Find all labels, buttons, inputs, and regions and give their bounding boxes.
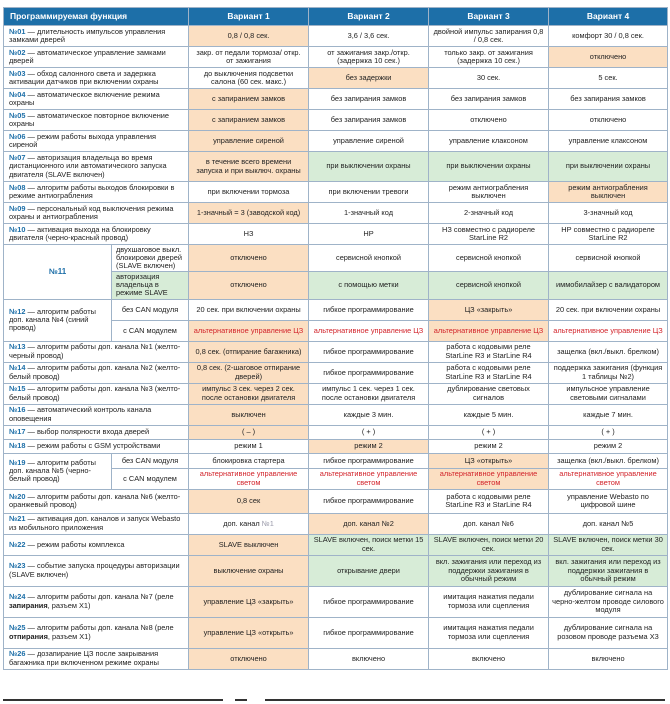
function-desc: — режим работы комплекса bbox=[25, 539, 125, 549]
function-cell bbox=[4, 299, 112, 341]
function-cell bbox=[4, 534, 189, 555]
function-cell bbox=[4, 453, 112, 489]
function-number: №06 bbox=[9, 131, 26, 141]
variant-1-cell: 0,8 сек bbox=[189, 489, 309, 513]
table-row bbox=[4, 453, 668, 468]
table-row bbox=[4, 489, 668, 513]
function-number: №03 bbox=[9, 68, 26, 78]
function-desc-tail: , разъем X1) bbox=[47, 631, 91, 641]
variant-3-cell: дублирование световых сигналов bbox=[429, 383, 549, 404]
variant-3-cell: режим антиограбления выключен bbox=[429, 182, 549, 203]
variant-1-cell: при включении тормоза bbox=[189, 182, 309, 203]
table-row bbox=[4, 68, 668, 89]
table-row bbox=[4, 648, 668, 669]
variant-4-cell: комфорт 30 / 0,8 сек. bbox=[549, 26, 668, 47]
table-row bbox=[4, 182, 668, 203]
table-row bbox=[4, 513, 668, 534]
variant-4-cell: отключено bbox=[549, 47, 668, 68]
variant-3-cell: ЦЗ «закрыть» bbox=[429, 299, 549, 320]
variant-1-channel: №1 bbox=[261, 518, 274, 528]
sub-option-cell: авторизация владельца в режиме SLAVE bbox=[112, 272, 189, 299]
variant-1-cell: отключено bbox=[189, 648, 309, 669]
function-desc: — событие запуска процедуры авторизации (SLAVE включен) bbox=[9, 561, 180, 579]
table-row bbox=[4, 439, 668, 453]
function-desc-bold: отпирания bbox=[9, 631, 48, 641]
variant-3-cell: управление клаксоном bbox=[429, 131, 549, 152]
function-desc: — выбор полярности входа дверей bbox=[25, 427, 150, 437]
variant-4-cell: 20 сек. при включении охраны bbox=[549, 299, 668, 320]
sub-option-cell: двухшаговое выкл. блокировки дверей (SLAVE включен) bbox=[112, 245, 189, 272]
variant-3-cell: ( + ) bbox=[429, 425, 549, 439]
table-row bbox=[4, 245, 668, 272]
variant-1-cell bbox=[189, 513, 309, 534]
table-row bbox=[4, 47, 668, 68]
variant-1-cell: ( – ) bbox=[189, 425, 309, 439]
variant-4-cell: альтернативное управление светом bbox=[549, 468, 668, 489]
variant-4-cell: режим антиограбления выключен bbox=[549, 182, 668, 203]
variant-1-cell: выключен bbox=[189, 404, 309, 425]
variant-2-cell: от зажигания закр./откр. (задержка 10 сек.) bbox=[309, 47, 429, 68]
variant-3-cell: включено bbox=[429, 648, 549, 669]
function-cell bbox=[4, 68, 189, 89]
function-desc: — автоматическое включение режима охраны bbox=[9, 89, 160, 107]
function-number: №14 bbox=[9, 363, 26, 373]
programmable-functions-table bbox=[3, 7, 668, 670]
variant-1-cell: 20 сек. при включении охраны bbox=[189, 299, 309, 320]
variant-1-cell: с запиранием замков bbox=[189, 89, 309, 110]
variant-2-cell: без запирания замков bbox=[309, 89, 429, 110]
function-desc: — алгоритм работы доп. канала №8 (реле bbox=[25, 623, 174, 633]
variant-3-cell: альтернативное управление светом bbox=[429, 468, 549, 489]
table-row bbox=[4, 362, 668, 383]
variant-4-cell: ( + ) bbox=[549, 425, 668, 439]
header-function: Программируемая функция bbox=[4, 8, 189, 26]
table-row bbox=[4, 89, 668, 110]
divider bbox=[3, 699, 223, 701]
function-desc: — обход салонного света и задержка активации датчиков при включении охраны bbox=[9, 68, 159, 86]
variant-1-cell: 0,8 сек. (2-шаговое отпирание дверей) bbox=[189, 362, 309, 383]
variant-3-cell: SLAVE включен, поиск метки 20 сек. bbox=[429, 534, 549, 555]
function-number: №08 bbox=[9, 182, 26, 192]
variant-2-cell: при выключении охраны bbox=[309, 152, 429, 182]
variant-3-cell: без запирания замков bbox=[429, 89, 549, 110]
variant-3-cell: отключено bbox=[429, 110, 549, 131]
variant-2-cell: импульс 1 сек. через 1 сек. после остановки двигателя bbox=[309, 383, 429, 404]
variant-2-cell: альтернативное управление светом bbox=[309, 468, 429, 489]
variant-2-cell: альтернативное управление ЦЗ bbox=[309, 320, 429, 341]
variant-3-cell: имитация нажатия педали тормоза или сцепления bbox=[429, 586, 549, 617]
variant-4-cell: каждые 7 мин. bbox=[549, 404, 668, 425]
function-number: №04 bbox=[9, 89, 26, 99]
function-desc: — алгоритм работы доп. канала №6 (желто-оранжевый провод) bbox=[9, 491, 181, 510]
function-cell bbox=[4, 47, 189, 68]
function-number: №16 bbox=[9, 405, 26, 415]
variant-1-cell: 1-значный = 3 (заводской код) bbox=[189, 203, 309, 224]
variant-3-cell: работа с кодовыми реле StarLine R3 и StarLine R4 bbox=[429, 341, 549, 362]
variant-4-cell: иммобилайзер с валидатором bbox=[549, 272, 668, 299]
function-cell bbox=[4, 489, 189, 513]
variant-4-cell: поддержка зажигания (функция 1 таблицы №2) bbox=[549, 362, 668, 383]
table-row bbox=[4, 425, 668, 439]
table-row bbox=[4, 586, 668, 617]
variant-4-cell: без запирания замков bbox=[549, 89, 668, 110]
function-desc: — алгоритм работы доп. канала №2 (желто-белый провод) bbox=[9, 363, 181, 381]
function-number: №19 bbox=[9, 457, 26, 467]
variant-1-cell: с запиранием замков bbox=[189, 110, 309, 131]
variant-1-cell: управление ЦЗ «закрыть» bbox=[189, 586, 309, 617]
variant-2-cell: режим 2 bbox=[309, 439, 429, 453]
function-number: №07 bbox=[9, 153, 26, 163]
table-row bbox=[4, 26, 668, 47]
variant-4-cell: дублирование сигнала на черно-желтом проводе силового модуля bbox=[549, 586, 668, 617]
variant-3-cell: альтернативное управление ЦЗ bbox=[429, 320, 549, 341]
function-cell bbox=[4, 513, 189, 534]
function-number: №15 bbox=[9, 384, 26, 394]
table-row bbox=[4, 224, 668, 245]
table-row bbox=[4, 341, 668, 362]
function-number: №25 bbox=[9, 623, 26, 633]
variant-3-cell: при выключении охраны bbox=[429, 152, 549, 182]
variant-3-cell: каждые 5 мин. bbox=[429, 404, 549, 425]
header-variant-4: Вариант 4 bbox=[549, 8, 668, 26]
function-desc: — длительность импульсов управления замками дверей bbox=[9, 26, 166, 44]
function-desc: — автоматический контроль канала оповещения bbox=[9, 405, 152, 423]
variant-4-cell: НР совместно с радиорелe StarLine R2 bbox=[549, 224, 668, 245]
function-desc: — персональный код выключения режима охраны и антиограбления bbox=[9, 203, 174, 221]
variant-4-cell: режим 2 bbox=[549, 439, 668, 453]
table-row bbox=[4, 110, 668, 131]
table-row bbox=[4, 617, 668, 648]
function-number-cell bbox=[4, 245, 112, 300]
variant-4-cell: сервисной кнопкой bbox=[549, 245, 668, 272]
variant-4-cell: включено bbox=[549, 648, 668, 669]
header-variant-3: Вариант 3 bbox=[429, 8, 549, 26]
variant-2-cell: гибкое программирование bbox=[309, 489, 429, 513]
function-desc: — алгоритм работы выходов блокировки в режиме антиограбления bbox=[9, 182, 175, 200]
variant-1-cell: альтернативное управление ЦЗ bbox=[189, 320, 309, 341]
variant-1-cell: альтернативное управление светом bbox=[189, 468, 309, 489]
function-desc: — алгоритм работы доп. канала №1 (желто-черный провод) bbox=[9, 342, 181, 360]
variant-3-cell: режим 2 bbox=[429, 439, 549, 453]
function-number: №12 bbox=[9, 306, 26, 316]
function-number: №01 bbox=[9, 26, 26, 36]
variant-2-cell: 1-значный код bbox=[309, 203, 429, 224]
variant-4-cell: дублирование сигнала на розовом проводе разъема X3 bbox=[549, 617, 668, 648]
function-desc: — алгоритм работы доп. канала №4 (синий провод) bbox=[9, 306, 96, 333]
table-row bbox=[4, 534, 668, 555]
variant-2-cell: ( + ) bbox=[309, 425, 429, 439]
function-desc: — режим работы с GSM устройствами bbox=[25, 441, 161, 451]
function-number: №13 bbox=[9, 342, 26, 352]
function-desc: — дозапирание ЦЗ после закрывания багажника при включенном режиме охраны bbox=[9, 649, 159, 667]
function-number: №26 bbox=[9, 649, 26, 659]
variant-3-cell: двойной импульс запирания 0,8 / 0,8 сек. bbox=[429, 26, 549, 47]
function-cell bbox=[4, 383, 189, 404]
header-variant-2: Вариант 2 bbox=[309, 8, 429, 26]
function-cell bbox=[4, 617, 189, 648]
variant-2-cell: 3,6 / 3,6 сек. bbox=[309, 26, 429, 47]
variant-3-cell: 2-значный код bbox=[429, 203, 549, 224]
function-number: №20 bbox=[9, 491, 26, 501]
function-cell bbox=[4, 224, 189, 245]
function-number: №18 bbox=[9, 441, 26, 451]
function-cell bbox=[4, 439, 189, 453]
variant-4-cell: вкл. зажигания или переход из поддержки зажигания в обычный режим bbox=[549, 555, 668, 586]
function-desc: — алгоритм работы доп. канала №3 (желто-белый провод) bbox=[9, 384, 181, 402]
function-number: №05 bbox=[9, 110, 26, 120]
function-number: №23 bbox=[9, 561, 26, 571]
function-cell bbox=[4, 362, 189, 383]
variant-4-cell: импульсное управление световыми сигналами bbox=[549, 383, 668, 404]
variant-2-cell: гибкое программирование bbox=[309, 453, 429, 468]
variant-3-cell: ЦЗ «открыть» bbox=[429, 453, 549, 468]
variant-2-cell: НР bbox=[309, 224, 429, 245]
functions-table-wrap bbox=[3, 7, 667, 670]
variant-2-cell: управление сиреной bbox=[309, 131, 429, 152]
function-number: №10 bbox=[9, 224, 26, 234]
variant-4-cell: SLAVE включен, поиск метки 30 сек. bbox=[549, 534, 668, 555]
variant-2-cell: SLAVE включен, поиск метки 15 сек. bbox=[309, 534, 429, 555]
variant-1-cell: 0,8 / 0,8 сек. bbox=[189, 26, 309, 47]
function-desc-tail: , разъем X1) bbox=[47, 600, 91, 610]
function-cell bbox=[4, 425, 189, 439]
variant-2-cell: сервисной кнопкой bbox=[309, 245, 429, 272]
variant-1-cell: импульс 3 сек. через 2 сек. после остановки двигателя bbox=[189, 383, 309, 404]
variant-4-cell: защелка (вкл./выкл. брелком) bbox=[549, 453, 668, 468]
variant-4-cell: 3-значный код bbox=[549, 203, 668, 224]
variant-1-cell: SLAVE выключен bbox=[189, 534, 309, 555]
function-desc: — авторизация владельца во время дистанционного или автоматического запуска двигателя (SLAVE включен) bbox=[9, 153, 167, 179]
function-cell bbox=[4, 341, 189, 362]
function-cell bbox=[4, 131, 189, 152]
variant-2-cell: при включении тревоги bbox=[309, 182, 429, 203]
variant-2-cell: гибкое программирование bbox=[309, 362, 429, 383]
function-cell bbox=[4, 203, 189, 224]
variant-2-cell: гибкое программирование bbox=[309, 299, 429, 320]
variant-4-cell: управление клаксоном bbox=[549, 131, 668, 152]
function-number: №11 bbox=[48, 266, 67, 276]
variant-2-cell: открывание двери bbox=[309, 555, 429, 586]
variant-3-cell: сервисной кнопкой bbox=[429, 245, 549, 272]
variant-2-cell: без запирания замков bbox=[309, 110, 429, 131]
table-row bbox=[4, 152, 668, 182]
function-desc: — автоматическое повторное включение охраны bbox=[9, 110, 170, 128]
variant-4-cell: при выключении охраны bbox=[549, 152, 668, 182]
function-cell bbox=[4, 555, 189, 586]
variant-1-cell: до выключения подсветки салона (60 сек. макс.) bbox=[189, 68, 309, 89]
sub-option-cell: без CAN модуля bbox=[112, 453, 189, 468]
variant-1-cell: управление ЦЗ «открыть» bbox=[189, 617, 309, 648]
variant-1-cell: блокировка стартера bbox=[189, 453, 309, 468]
variant-4-cell: защелка (вкл./выкл. брелком) bbox=[549, 341, 668, 362]
table-header-row bbox=[4, 8, 668, 26]
variant-3-cell: работа с кодовыми реле StarLine R3 и StarLine R4 bbox=[429, 489, 549, 513]
variant-4-cell: доп. канал №5 bbox=[549, 513, 668, 534]
sub-option-cell: с CAN модулем bbox=[112, 468, 189, 489]
function-number: №17 bbox=[9, 427, 26, 437]
function-desc-bold: запирания bbox=[9, 600, 48, 610]
variant-2-cell: с помощью метки bbox=[309, 272, 429, 299]
table-row bbox=[4, 404, 668, 425]
table-row bbox=[4, 131, 668, 152]
variant-3-cell: сервисной кнопкой bbox=[429, 272, 549, 299]
function-desc: — режим работы выхода управления сиреной bbox=[9, 131, 157, 149]
variant-1-cell: отключено bbox=[189, 272, 309, 299]
variant-3-cell: только закр. от зажигания (задержка 10 сек.) bbox=[429, 47, 549, 68]
function-cell bbox=[4, 182, 189, 203]
function-desc: — алгоритм работы доп. канала №7 (реле bbox=[25, 592, 174, 602]
function-number: №21 bbox=[9, 514, 26, 524]
variant-1-cell: режим 1 bbox=[189, 439, 309, 453]
variant-2-cell: гибкое программирование bbox=[309, 586, 429, 617]
function-number: №02 bbox=[9, 47, 26, 57]
table-row bbox=[4, 555, 668, 586]
function-cell bbox=[4, 89, 189, 110]
variant-1-cell: НЗ bbox=[189, 224, 309, 245]
divider bbox=[265, 699, 665, 701]
variant-4-cell: 5 сек. bbox=[549, 68, 668, 89]
variant-2-cell: гибкое программирование bbox=[309, 341, 429, 362]
function-cell bbox=[4, 586, 189, 617]
function-cell bbox=[4, 152, 189, 182]
function-cell bbox=[4, 648, 189, 669]
function-cell bbox=[4, 110, 189, 131]
function-desc: — активация выхода на блокировку двигателя (черно-красный провод) bbox=[9, 224, 151, 242]
sub-option-cell: с CAN модулем bbox=[112, 320, 189, 341]
variant-4-cell: отключено bbox=[549, 110, 668, 131]
variant-4-cell: управление Webasto по цифровой шине bbox=[549, 489, 668, 513]
table-row bbox=[4, 383, 668, 404]
divider bbox=[235, 699, 247, 701]
variant-3-cell: работа с кодовыми реле StarLine R3 и StarLine R4 bbox=[429, 362, 549, 383]
variant-1-cell: закр. от педали тормоза/ откр. от зажигания bbox=[189, 47, 309, 68]
function-desc: — активация доп. каналов и запуск Webasto из мобильного приложения bbox=[9, 514, 181, 532]
variant-3-cell: вкл. зажигания или переход из поддержки зажигания в обычный режим bbox=[429, 555, 549, 586]
variant-2-cell: без задержки bbox=[309, 68, 429, 89]
variant-1-cell: отключено bbox=[189, 245, 309, 272]
variant-2-cell: гибкое программирование bbox=[309, 617, 429, 648]
cropped-text-edge bbox=[3, 695, 667, 704]
variant-1-cell: выключение охраны bbox=[189, 555, 309, 586]
function-number: №09 bbox=[9, 203, 26, 213]
variant-1-cell: управление сиреной bbox=[189, 131, 309, 152]
variant-3-cell: имитация нажатия педали тормоза или сцепления bbox=[429, 617, 549, 648]
function-cell bbox=[4, 26, 189, 47]
variant-2-cell: доп. канал №2 bbox=[309, 513, 429, 534]
function-desc: — автоматическое управление замками дверей bbox=[9, 47, 166, 65]
header-variant-1: Вариант 1 bbox=[189, 8, 309, 26]
variant-4-cell: альтернативное управление ЦЗ bbox=[549, 320, 668, 341]
function-number: №24 bbox=[9, 592, 26, 602]
variant-3-cell: НЗ совместно с радиорелe StarLine R2 bbox=[429, 224, 549, 245]
variant-1-text: доп. канал bbox=[223, 518, 262, 528]
variant-1-cell: 0,8 сек. (отпирание багажника) bbox=[189, 341, 309, 362]
function-number: №22 bbox=[9, 539, 26, 549]
function-desc: — алгоритм работы доп. канала №5 (черно-белый провод) bbox=[9, 457, 96, 484]
variant-2-cell: включено bbox=[309, 648, 429, 669]
variant-2-cell: каждые 3 мин. bbox=[309, 404, 429, 425]
function-cell bbox=[4, 404, 189, 425]
sub-option-cell: без CAN модуля bbox=[112, 299, 189, 320]
variant-1-cell: в течение всего времени запуска и при выключ. охраны bbox=[189, 152, 309, 182]
variant-3-cell: 30 сек. bbox=[429, 68, 549, 89]
variant-3-cell: доп. канал №6 bbox=[429, 513, 549, 534]
table-row bbox=[4, 299, 668, 320]
table-row bbox=[4, 203, 668, 224]
